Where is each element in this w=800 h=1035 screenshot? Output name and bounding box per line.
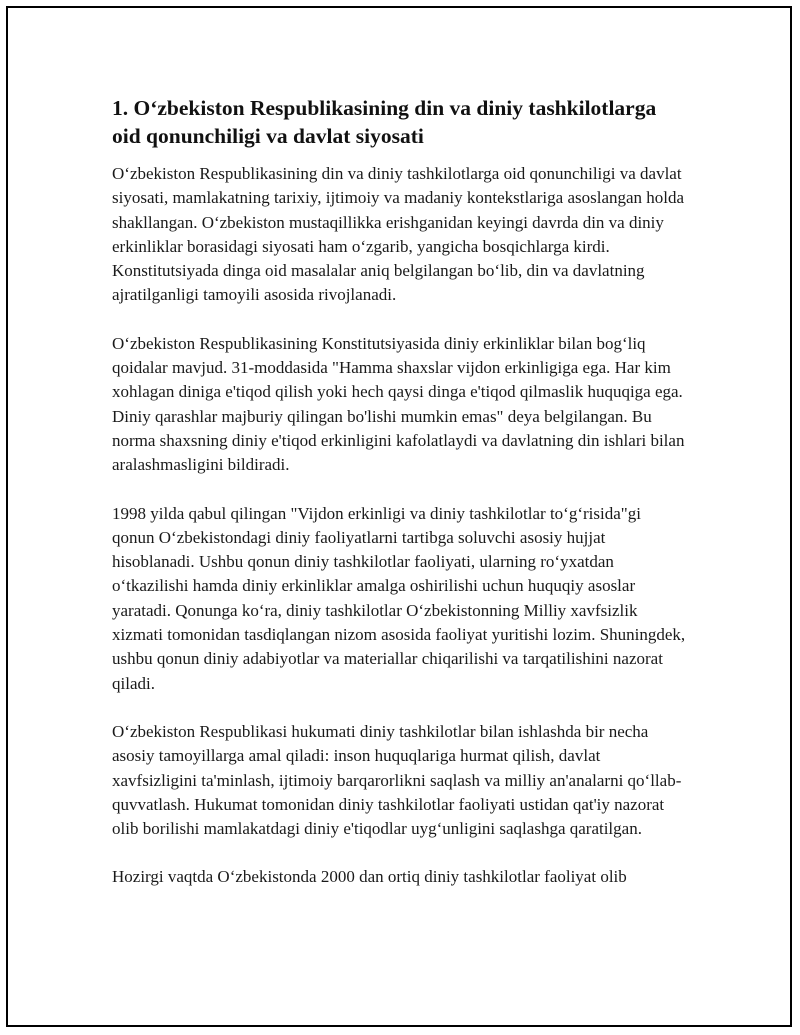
paragraph-2: O‘zbekiston Respublikasining Konstitutsiyasida diniy erkinliklar bilan bog‘liq qoidalar mavjud. 31-moddasida "Hamma shaxslar vijdon erkinligiga ega. Har kim xohlagan diniga e'tiqod qilish yoki hech qaysi dinga e'tiqod qilmaslik huquqiga ega. Diniy qarashlar majburiy qilingan bo'lishi mumkin emas" deya belgilangan. Bu norma shaxsning diniy e'tiqod erkinligini kafolatlaydi va davlatning din ishlari bilan aralashmasligini bildiradi. (112, 333, 685, 475)
section-heading: 1. O‘zbekiston Respublikasining din va diniy tashkilotlarga oid qonunchiligi va davlat siyosati (112, 96, 657, 148)
paragraph-4: O‘zbekiston Respublikasi hukumati diniy tashkilotlar bilan ishlashda bir necha asosiy tamoyillarga amal qiladi: inson huquqlariga hurmat qilish, davlat xavfsizligini ta'minlash, ijtimoiy barqarorlikni saqlash va milliy an'analarni qo‘llab-quvvatlash. Hukumat tomonidan diniy tashkilotlar faoliyati ustidan qat'iy nazorat olib borilishi mamlakatdagi diniy e'tiqodlar uyg‘unligini saqlashga qaratilgan. (112, 721, 682, 839)
document-body (112, 94, 686, 914)
paragraph-1: O‘zbekiston Respublikasining din va diniy tashkilotlarga oid qonunchiligi va davlat siyosati, mamlakatning tarixiy, ijtimoiy va madaniy kontekstlariga asoslangan holda shakllangan. O‘zbekiston mustaqillikka erishganidan keyingi davrda din va diniy erkinliklar borasidagi siyosati ham o‘zgarib, yangicha bosqichlarga kirdi. Konstitutsiyada dinga oid masalalar aniq belgilangan bo‘lib, din va davlatning ajratilganligi tamoyili asosida rivojlanadi. (112, 164, 685, 305)
paragraph-3: 1998 yilda qabul qilingan "Vijdon erkinligi va diniy tashkilotlar to‘g‘risida"gi qonun O‘zbekistondagi diniy faoliyatlarni tartibga soluvchi asosiy hujjat hisoblanadi. Ushbu qonun diniy tashkilotlar faoliyati, ularning ro‘yxatdan o‘tkazilishi hamda diniy erkinliklar amalga oshirilishi uchun huquqiy asoslar yaratadi. Qonunga ko‘ra, diniy tashkilotlar O‘zbekistonning Milliy xavfsizlik xizmati tomonidan tasdiqlangan nizom asosida faoliyat yuritishi lozim. Shuningdek, ushbu qonun diniy adabiyotlar va materiallar chiqarilishi va tarqatilishini nazorat qiladi. (112, 503, 686, 693)
paragraph-5: Hozirgi vaqtda O‘zbekistonda 2000 dan ortiq diniy tashkilotlar faoliyat olib (112, 867, 627, 887)
